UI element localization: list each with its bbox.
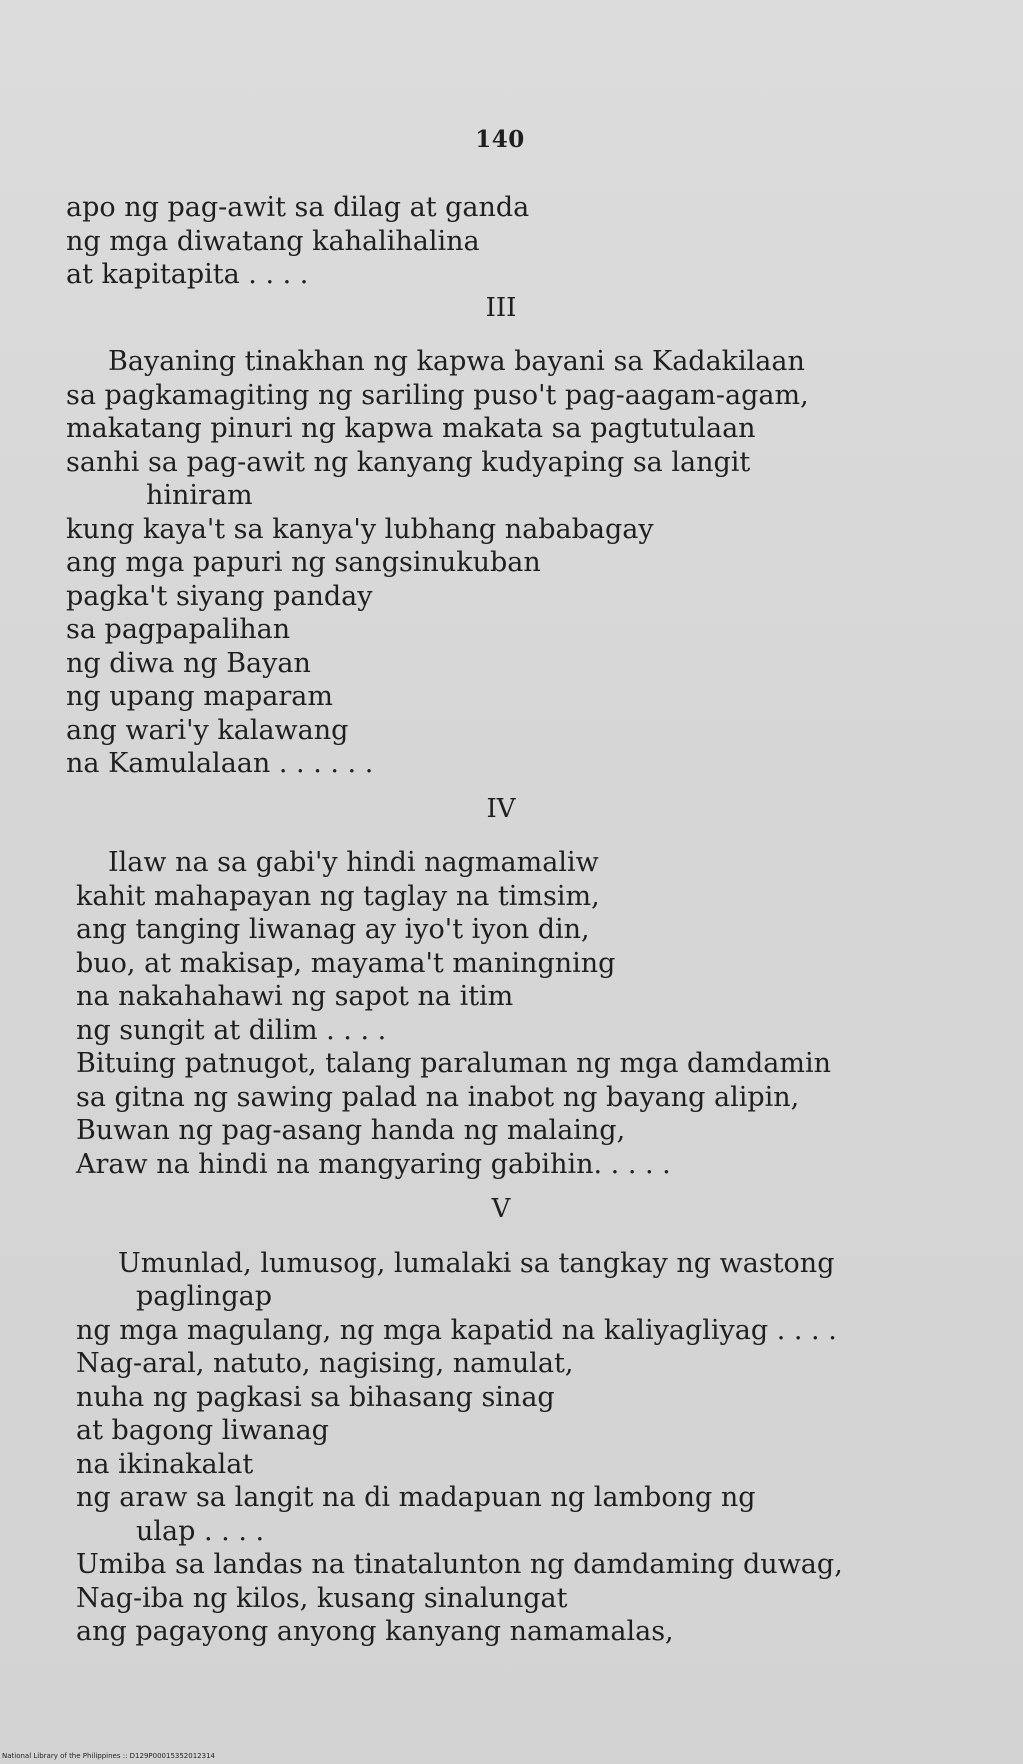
poem-line: Bayaning tinakhan ng kapwa bayani sa Kadakilaan bbox=[108, 346, 805, 377]
poem-line: makatang pinuri ng kapwa makata sa pagtutulaan bbox=[66, 413, 756, 444]
section-heading-iv: IV bbox=[486, 793, 516, 824]
poem-line: Nag-iba ng kilos, kusang sinalungat bbox=[76, 1582, 568, 1614]
poem-line: apo ng pag-awit sa dilag at ganda bbox=[66, 192, 530, 223]
poem-line: sa pagkamagiting ng sariling puso't pag-aagam-agam, bbox=[66, 379, 809, 411]
poem-line: ang pagayong anyong kanyang namamalas, bbox=[76, 1616, 674, 1647]
poem-line: ng mga magulang, ng mga kapatid na kaliyagliyag . . . . bbox=[76, 1314, 837, 1346]
poem-line: Bituing patnugot, talang paraluman ng mga damdamin bbox=[76, 1048, 831, 1079]
poem-line: Araw na hindi na mangyaring gabihin. . . . . bbox=[76, 1148, 671, 1180]
poem-line: ang tanging liwanag ay iyo't iyon din, bbox=[76, 914, 590, 945]
poem-line: sa gitna ng sawing palad na inabot ng bayang alipin, bbox=[76, 1081, 800, 1113]
poem-line: Umiba sa landas na tinatalunton ng damdaming duwag, bbox=[76, 1549, 843, 1580]
section-heading-iii: III bbox=[485, 292, 517, 323]
poem-line-continuation: paglingap bbox=[136, 1281, 272, 1312]
poem-line: na nakahahawi ng sapot na itim bbox=[76, 981, 514, 1012]
poem-line: ng diwa ng Bayan bbox=[66, 647, 311, 679]
poem-line: ng araw sa langit na di madapuan ng lambong ng bbox=[76, 1482, 756, 1513]
poem-line: nuha ng pagkasi sa bihasang sinag bbox=[76, 1381, 555, 1413]
library-footer: National Library of the Philippines :: D129P00015352012314 bbox=[2, 1752, 215, 1760]
poem-line: sa pagpapalihan bbox=[66, 614, 291, 645]
poem-line: at bagong liwanag bbox=[76, 1415, 329, 1446]
poem-line: buo, at makisap, mayama't maningning bbox=[76, 947, 616, 979]
poem-line-continuation: hiniram bbox=[146, 480, 253, 511]
poem-line: Nag-aral, natuto, nagising, namulat, bbox=[76, 1348, 574, 1379]
poem-line: na Kamulalaan . . . . . . bbox=[66, 748, 374, 779]
poem-line: kahit mahapayan ng taglay na timsim, bbox=[76, 880, 600, 912]
poem-line: Umunlad, lumusog, lumalaki sa tangkay ng wastong bbox=[118, 1247, 835, 1279]
poem-line: sanhi sa pag-awit ng kanyang kudyaping sa langit bbox=[66, 446, 751, 478]
poem-line: ng mga diwatang kahalihalina bbox=[66, 225, 480, 257]
poem-line: Ilaw na sa gabi'y hindi nagmamaliw bbox=[108, 847, 599, 878]
poem-line: at kapitapita . . . . bbox=[66, 259, 309, 290]
poem-line: kung kaya't sa kanya'y lubhang nababagay bbox=[66, 513, 654, 545]
poem-line: ang wari'y kalawang bbox=[66, 714, 349, 746]
poem-line: ng sungit at dilim . . . . bbox=[76, 1014, 387, 1046]
section-heading-v: V bbox=[491, 1194, 511, 1224]
page-number: 140 bbox=[475, 126, 525, 153]
poem-line-continuation: ulap . . . . bbox=[136, 1515, 265, 1547]
poem-line: ng upang maparam bbox=[66, 681, 333, 712]
poem-line: Buwan ng pag-asang handa ng malaing, bbox=[76, 1115, 626, 1146]
poem-line: na ikinakalat bbox=[76, 1448, 254, 1480]
poem-line: ang mga papuri ng sangsinukuban bbox=[66, 547, 541, 578]
poem-text bbox=[66, 191, 966, 1649]
poem-line: pagka't siyang panday bbox=[66, 580, 373, 612]
